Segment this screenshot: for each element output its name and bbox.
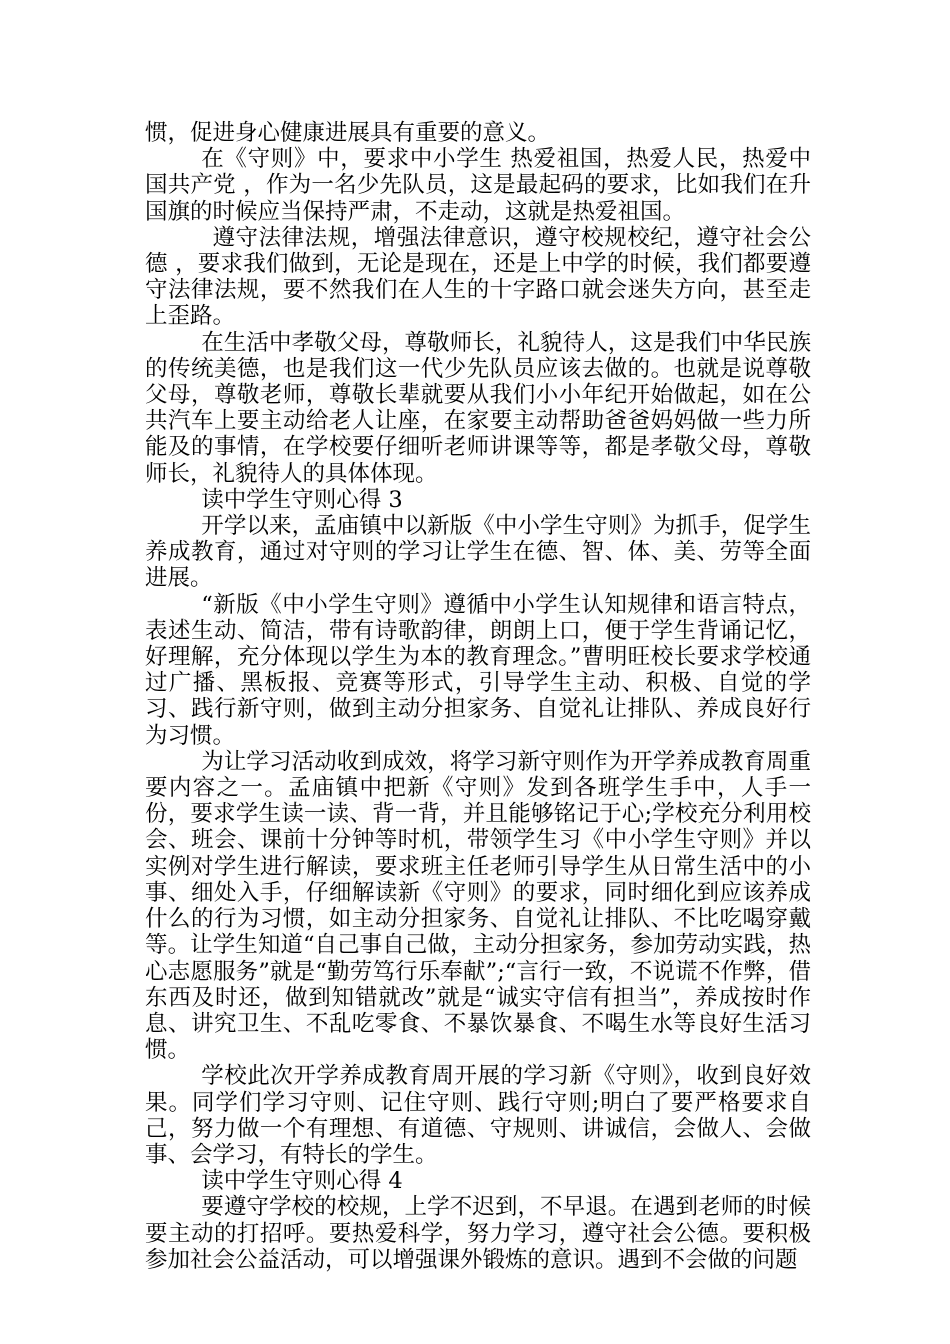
document-body xyxy=(145,120,811,1273)
paragraph-law: 遵守法律法规，增强法律意识，遵守校规校纪，遵守社会公德 ，要求我们做到，无论是现在，还是上中学的时候，我们都要遵守法律法规，要不然我们在人生的十字路口就会迷失方向，甚至走上歪路。 xyxy=(145,224,811,330)
paragraph-quote: “新版《中小学生守则》遵循中小学生认知规律和语言特点，表述生动、简洁，带有诗歌韵律，朗朗上口，便于学生背诵记忆，好理解，充分体现以学生为本的教育理念。”曹明旺校长要求学校通过广播、黑板报、竞赛等形式，引导学生主动、积极、自觉的学习、践行新守则，做到主动分担家务、自觉礼让排队、养成良好行为习惯。 xyxy=(145,591,811,749)
paragraph-intro-4: 要遵守学校的校规，上学不迟到，不早退。在遇到老师的时候要主动的打招呼。要热爱科学，努力学习，遵守社会公德。要积极参加社会公益活动，可以增强课外锻炼的意识。遇到不会做的问题 xyxy=(145,1194,811,1273)
section-heading-3: 读中学生守则心得 3 xyxy=(201,486,403,513)
paragraph-patriotism: 在《守则》中，要求中小学生 热爱祖国，热爱人民，热爱中国共产党 ，作为一名少先队员，这是最起码的要求，比如我们在升国旗的时候应当保持严肃，不走动，这就是热爱祖国。 xyxy=(145,146,811,225)
paragraph-continuation: 惯，促进身心健康进展具有重要的意义。 xyxy=(145,120,551,146)
paragraph-respect: 在生活中孝敬父母，尊敬师长，礼貌待人，这是我们中华民族的传统美德，也是我们这一代少先队员应该去做的。也就是说尊敬父母，尊敬老师，尊敬长辈就要从我们小小年纪开始做起，如在公共汽车上要主动给老人让座，在家要主动帮助爸爸妈妈做一些力所能及的事情，在学校要仔细听老师讲课等等，都是孝敬父母，尊敬师长，礼貌待人的具体体现。 xyxy=(145,329,811,487)
paragraph-intro-3: 开学以来，孟庙镇中以新版《中小学生守则》为抓手，促学生养成教育，通过对守则的学习让学生在德、智、体、美、劳等全面进展。 xyxy=(145,513,811,592)
paragraph-results: 学校此次开学养成教育周开展的学习新《守则》，收到良好效果。同学们学习守则、记住守则、践行守则;明白了要严格要求自己，努力做一个有理想、有道德、守规则、讲诚信，会做人、会做事、会学习，有特长的学生。 xyxy=(145,1063,811,1168)
paragraph-activities: 为让学习活动收到成效，将学习新守则作为开学养成教育周重要内容之一。孟庙镇中把新《守则》发到各班学生手中，人手一份，要求学生读一读、背一背，并且能够铭记于心;学校充分利用校会、班会、课前十分钟等时机，带领学生习《中小学生守则》并以实例对学生进行解读，要求班主任老师引导学生从日常生活中的小事、细处入手，仔细解读新《守则》的要求，同时细化到应该养成什么的行为习惯，如主动分担家务、自觉礼让排队、不比吃喝穿戴等。让学生知道“自己事自己做，主动分担家务，参加劳动实践，热心志愿服务”就是“勤劳笃行乐奉献”;“言行一致，不说谎不作弊，借东西及时还，做到知错就改”就是“诚实守信有担当”，养成按时作息、讲究卫生、不乱吃零食、不暴饮暴食、不喝生水等良好生活习惯。 xyxy=(145,748,811,1064)
section-heading-4: 读中学生守则心得 4 xyxy=(201,1168,403,1195)
